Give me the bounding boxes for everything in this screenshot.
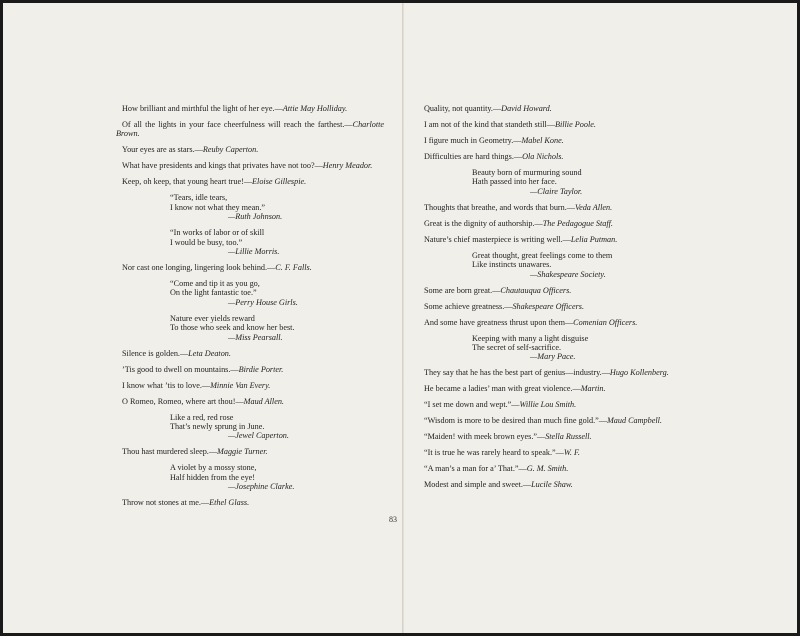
page-number: 83 xyxy=(389,515,397,524)
quote-text: “I set me down and wept.”— xyxy=(424,400,520,410)
quote-text: Difficulties are hard things.— xyxy=(424,152,523,161)
verse-block xyxy=(116,228,384,256)
verse-author: —Miss Pearsall. xyxy=(228,332,283,342)
quote-entry xyxy=(116,161,384,170)
verse-author: —Ruth Johnson. xyxy=(228,212,283,222)
quote-author: Martin. xyxy=(580,384,606,394)
quote-text: I am not of the kind that standeth still— xyxy=(424,120,555,129)
quote-entry xyxy=(116,104,384,113)
quote-text: Nor cast one longing, lingering look behind.— xyxy=(122,263,276,273)
quote-text: Thou hast murdered sleep.— xyxy=(122,447,218,457)
quote-text: “It is true he was rarely heard to speak.”— xyxy=(424,448,564,458)
quote-entry xyxy=(116,263,384,272)
verse-line: Hath passed into her face. xyxy=(472,177,557,187)
quote-text: And some have greatness thrust upon them— xyxy=(424,317,574,327)
quote-author: Willie Lou Smith. xyxy=(519,400,577,410)
quote-text: They say that he has the best part of genius—industry.— xyxy=(424,368,610,378)
quote-entry xyxy=(418,432,682,441)
verse-block xyxy=(116,193,384,221)
quote-text: I figure much in Geometry.— xyxy=(424,136,522,145)
quote-author: G. M. Smith. xyxy=(526,464,569,474)
quote-entry xyxy=(116,447,384,456)
verse-line: Half hidden from the eye! xyxy=(170,472,256,482)
quote-author: Reuby Caperton. xyxy=(202,145,259,155)
quote-text: I know what ’tis to love.— xyxy=(122,380,211,390)
quote-text: “Maiden! with meek brown eyes.”— xyxy=(424,432,546,442)
quote-text: Your eyes are as stars.— xyxy=(122,145,203,155)
quote-text: Of all the lights in your face cheerfulness will reach the farthest.— xyxy=(122,120,353,129)
quote-author: Attie May Holliday. xyxy=(282,104,348,113)
quote-author: Maggie Turner. xyxy=(217,447,268,457)
quote-entry xyxy=(418,136,682,145)
quote-author: Stella Russell. xyxy=(545,432,592,442)
verse-line: “Come and tip it as you go, xyxy=(170,279,260,289)
quote-text: “Wisdom is more to be desired than much fine gold.”— xyxy=(424,416,607,426)
quote-text: Some achieve greatness.— xyxy=(424,301,513,311)
quote-entry xyxy=(418,203,682,212)
quote-author: Charlotte Brown. xyxy=(116,120,384,139)
quote-author: Chautauqua Officers. xyxy=(500,285,572,295)
quote-entry xyxy=(418,104,682,113)
quote-entry xyxy=(418,302,682,311)
quote-text: He became a ladies’ man with great violence.— xyxy=(424,384,581,394)
quote-author: Shakespeare Officers. xyxy=(512,301,584,311)
quote-author: Minnie Van Every. xyxy=(210,380,271,390)
quote-author: Henry Meador. xyxy=(322,161,373,171)
quote-text: Some are born great.— xyxy=(424,285,501,295)
quote-entry xyxy=(418,152,682,161)
verse-block xyxy=(116,463,384,491)
verse-line: The secret of self-sacrifice. xyxy=(472,343,562,353)
quote-entry xyxy=(418,448,682,457)
quote-author: Maud Allen. xyxy=(243,396,284,406)
quote-author: The Pedagogue Staff. xyxy=(542,218,613,228)
verse-block xyxy=(116,413,384,441)
quote-text: Throw not stones at me.— xyxy=(122,498,210,508)
quote-author: Maud Campbell. xyxy=(606,416,662,426)
verse-author: —Josephine Clarke. xyxy=(228,482,295,492)
quote-entry xyxy=(418,318,682,327)
quote-author: C. F. Falls. xyxy=(275,263,312,273)
quote-text: Quality, not quantity.— xyxy=(424,104,502,113)
quote-entry xyxy=(116,365,384,374)
verse-line: Like a red, red rose xyxy=(170,412,234,422)
quote-entry xyxy=(418,384,682,393)
quote-entry xyxy=(116,349,384,358)
quote-entry xyxy=(418,235,682,244)
verse-block xyxy=(116,279,384,307)
quote-entry xyxy=(418,120,682,129)
quote-author: Ethel Glass. xyxy=(209,498,250,508)
quote-entry xyxy=(116,381,384,390)
quote-entry xyxy=(418,219,682,228)
verse-line: On the light fantastic toe.” xyxy=(170,288,257,298)
verse-block xyxy=(418,168,682,196)
quote-entry xyxy=(418,416,682,425)
verse-line: Like instincts unawares. xyxy=(472,260,552,270)
quote-entry xyxy=(116,120,384,139)
quote-entry xyxy=(418,400,682,409)
quote-entry xyxy=(116,397,384,406)
verse-line: To those who seek and know her best. xyxy=(170,323,295,333)
quote-author: Lucile Shaw. xyxy=(531,480,573,490)
verse-line: Great thought, great feelings come to them xyxy=(472,250,613,260)
book-gutter xyxy=(402,3,404,633)
verse-line: A violet by a mossy stone, xyxy=(170,463,257,473)
right-column xyxy=(418,104,682,496)
verse-author: —Claire Taylor. xyxy=(530,186,583,196)
verse-line: That’s newly sprung in June. xyxy=(170,422,265,432)
verse-author: —Jewel Caperton. xyxy=(228,431,289,441)
quote-author: Comenian Officers. xyxy=(573,317,638,327)
quote-text: O Romeo, Romeo, where art thou!— xyxy=(122,396,244,406)
quote-text: Keep, oh keep, that young heart true!— xyxy=(122,177,253,187)
quote-text: Great is the dignity of authorship.— xyxy=(424,218,543,228)
quote-author: Hugo Kollenberg. xyxy=(609,368,669,378)
verse-line: “Tears, idle tears, xyxy=(170,193,228,203)
quote-author: Ola Nichols. xyxy=(522,152,564,161)
verse-line: “In works of labor or of skill xyxy=(170,228,265,238)
quote-entry xyxy=(116,177,384,186)
quote-text: Nature’s chief masterpiece is writing well.— xyxy=(424,234,571,244)
verse-author: —Perry House Girls. xyxy=(228,297,298,307)
verse-line: Beauty born of murmuring sound xyxy=(472,168,582,177)
quote-text: Modest and simple and sweet.— xyxy=(424,480,532,490)
quote-author: Mabel Kone. xyxy=(521,136,564,145)
verse-block xyxy=(418,334,682,362)
quote-entry xyxy=(116,145,384,154)
verse-line: Keeping with many a light disguise xyxy=(472,333,589,343)
quote-author: Eloise Gillespie. xyxy=(252,177,307,187)
quote-text: How brilliant and mirthful the light of her eye.— xyxy=(122,104,283,113)
quote-author: Birdie Porter. xyxy=(238,364,284,374)
quote-entry xyxy=(116,498,384,507)
quote-text: ’Tis good to dwell on mountains.— xyxy=(122,364,239,374)
quote-text: Thoughts that breathe, and words that burn.— xyxy=(424,202,575,212)
verse-line: Nature ever yields reward xyxy=(170,313,255,323)
quote-author: Leta Deaton. xyxy=(188,348,231,358)
quote-author: Lelia Putman. xyxy=(570,234,618,244)
verse-line: I would be busy, too.” xyxy=(170,237,243,247)
quote-author: W. F. xyxy=(563,448,580,458)
verse-block xyxy=(418,251,682,279)
verse-author: —Lillie Morris. xyxy=(228,247,280,257)
quote-entry xyxy=(418,368,682,377)
quote-text: “A man’s a man for a’ That.”— xyxy=(424,464,527,474)
verse-line: I know not what they mean.” xyxy=(170,202,266,212)
verse-author: —Mary Pace. xyxy=(530,352,576,362)
verse-author: —Shakespeare Society. xyxy=(530,269,606,279)
left-column xyxy=(116,104,384,514)
verse-block xyxy=(116,314,384,342)
quote-author: David Howard. xyxy=(501,104,552,113)
quote-entry xyxy=(418,480,682,489)
quote-text: Silence is golden.— xyxy=(122,348,189,358)
quote-author: Billie Poole. xyxy=(554,120,596,129)
quote-text: What have presidents and kings that privates have not too?— xyxy=(122,161,323,171)
quote-entry xyxy=(418,286,682,295)
quote-author: Veda Allen. xyxy=(574,202,613,212)
quote-entry xyxy=(418,464,682,473)
